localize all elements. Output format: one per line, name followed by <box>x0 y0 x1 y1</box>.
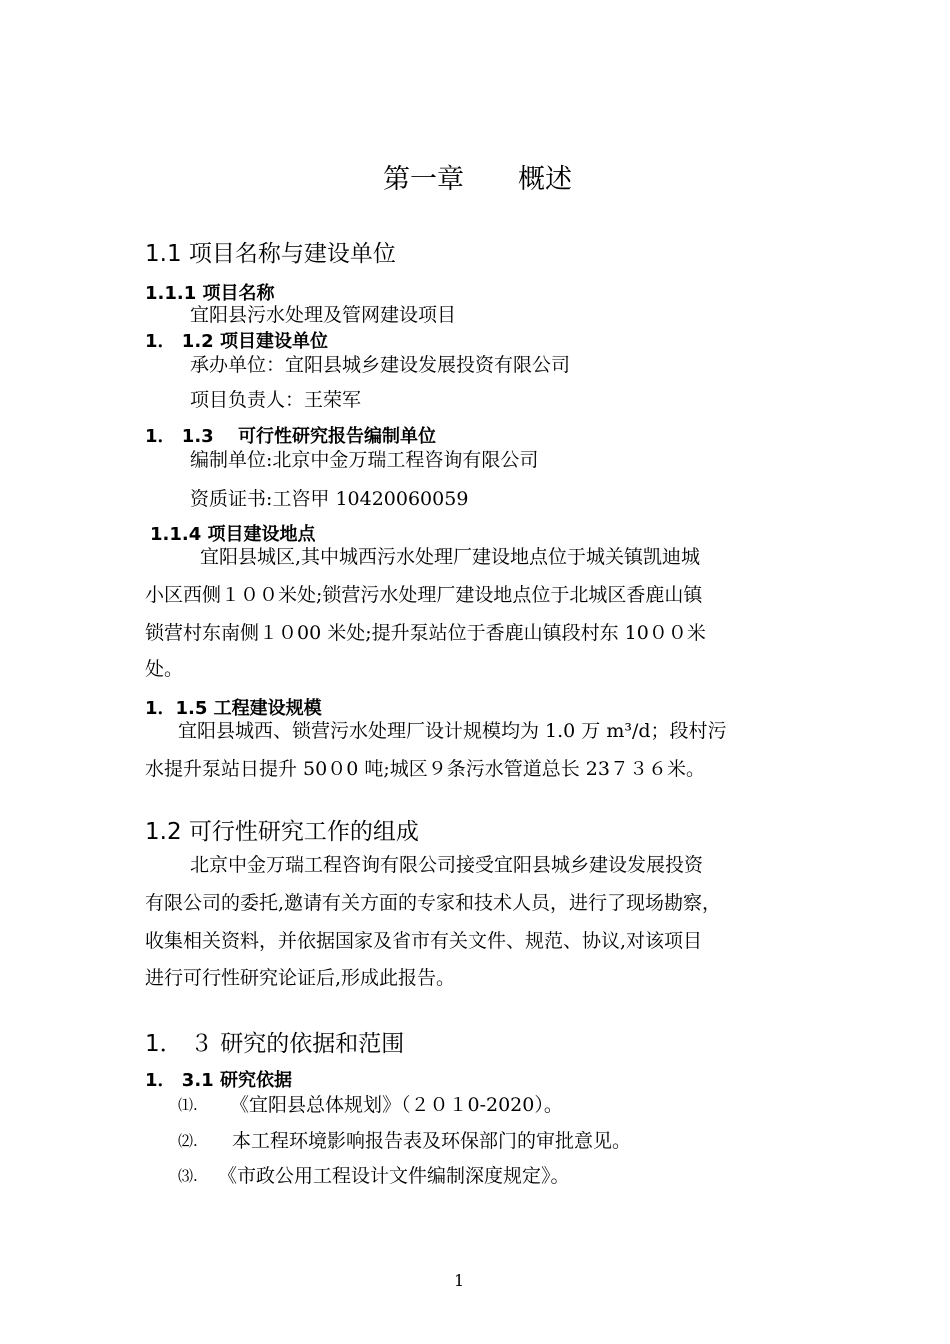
scale-line-1: 宜阳县城西、锁营污水处理厂设计规模均为 1.0 万 m³/d；段村污 <box>178 720 727 742</box>
reference-text: 《宜阳县总体规划》（２０１0-2020）。 <box>230 1094 563 1116</box>
composition-line-3: 收集相关资料，并依据国家及省市有关文件、规范、协议,对该项目 <box>145 930 703 952</box>
reference-number: ⑵. <box>178 1132 198 1150</box>
composition-line-1: 北京中金万瑞工程咨询有限公司接受宜阳县城乡建设发展投资 <box>190 854 704 876</box>
location-line-3: 锁营村东南侧１０00 米处;提升泵站位于香鹿山镇段村东 10００米 <box>145 622 706 644</box>
location-line-2: 小区西侧１００米处;锁营污水处理厂建设地点位于北城区香鹿山镇 <box>145 584 703 606</box>
project-name: 宜阳县污水处理及管网建设项目 <box>190 304 457 326</box>
scale-line-2: 水提升泵站日提升 50０0 吨;城区９条污水管道总长 23７３６米。 <box>145 758 705 780</box>
location-line-1: 宜阳县城区,其中城西污水处理厂建设地点位于城关镇凯迪城 <box>200 546 701 568</box>
location-line-4: 处。 <box>145 658 184 680</box>
reference-number: ⑶. <box>178 1167 198 1185</box>
page-number: 1 <box>454 1271 465 1290</box>
construction-unit: 承办单位：宜阳县城乡建设发展投资有限公司 <box>190 354 571 376</box>
section-1-1-5-heading: 1．1.5 工程建设规模 <box>145 698 322 719</box>
chapter-title: 第一章 概述 <box>383 164 572 195</box>
qualification-cert: 资质证书:工咨甲 10420060059 <box>190 488 469 510</box>
reference-text: 《市政公用工程设计文件编制深度规定》。 <box>218 1165 570 1187</box>
reference-number: ⑴. <box>178 1096 198 1114</box>
composition-line-2: 有限公司的委托,邀请有关方面的专家和技术人员，进行了现场勘察， <box>145 892 722 914</box>
section-1-3-heading: 1． ３ 研究的依据和范围 <box>145 1031 405 1057</box>
section-1-1-2-heading: 1． 1.2 项目建设单位 <box>145 331 328 352</box>
section-1-1-heading: 1.1 项目名称与建设单位 <box>145 241 396 267</box>
section-1-1-1-heading: 1.1.1 项目名称 <box>145 283 275 304</box>
composition-line-4: 进行可行性研究论证后,形成此报告。 <box>145 967 456 989</box>
section-1-1-4-heading: 1.1.4 项目建设地点 <box>150 524 316 545</box>
compiling-unit: 编制单位:北京中金万瑞工程咨询有限公司 <box>190 449 539 471</box>
section-1-2-heading: 1.2 可行性研究工作的组成 <box>145 819 419 845</box>
section-1-3-1-heading: 1． 3.1 研究依据 <box>145 1070 292 1091</box>
project-leader: 项目负责人：王荣军 <box>190 389 362 411</box>
section-1-1-3-heading: 1． 1.3 可行性研究报告编制单位 <box>145 426 436 447</box>
reference-text: 本工程环境影响报告表及环保部门的审批意见。 <box>232 1130 632 1152</box>
